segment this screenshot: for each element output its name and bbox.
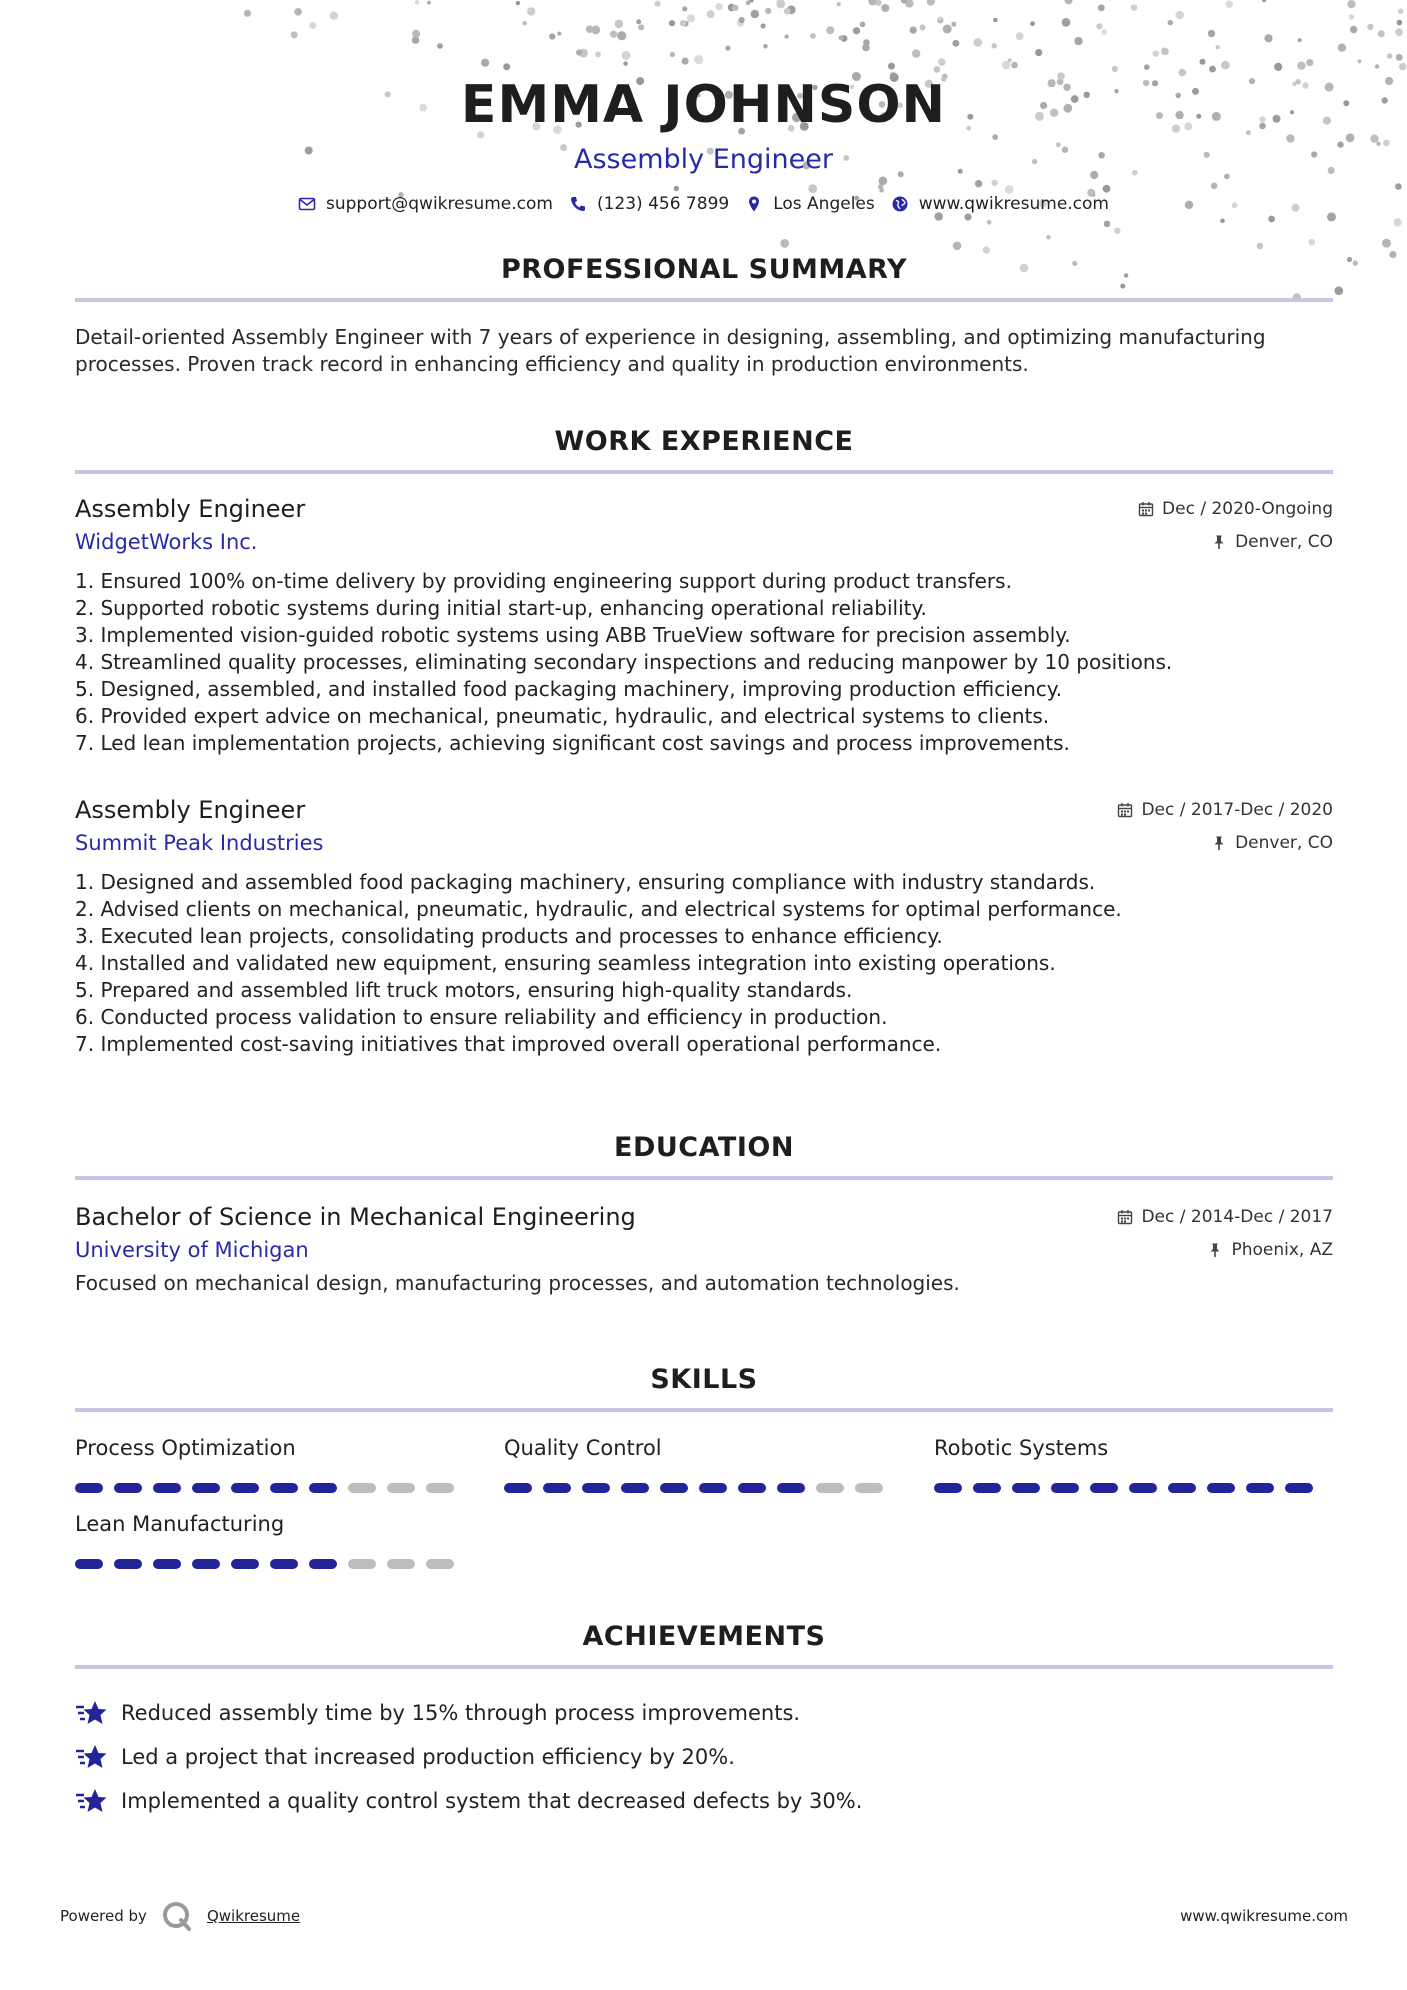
decorative-dot: [1114, 228, 1120, 234]
decorative-dot: [746, 0, 751, 5]
decorative-dot: [1367, 24, 1373, 30]
list-item: 1. Ensured 100% on-time delivery by providing engineering support during product transfers.: [75, 569, 1012, 593]
decorative-dot: [1347, 0, 1355, 8]
decorative-dot: [1334, 286, 1343, 295]
skill-segment: [777, 1483, 805, 1493]
skill-segment: [231, 1559, 259, 1569]
decorative-dot: [1257, 243, 1263, 249]
skill-segment: [1246, 1483, 1274, 1493]
skill-segment: [153, 1483, 181, 1493]
summary-text: Detail-oriented Assembly Engineer with 7 years of experience in designing, assembling, and optimizing manufacturing processes. Proven track record in enhancing efficiency and quality in production environments.: [75, 325, 1266, 376]
achievement-text: Implemented a quality control system that decreased defects by 30%.: [121, 1789, 863, 1813]
skill-segment: [387, 1559, 415, 1569]
decorative-dot: [1096, 23, 1102, 29]
decorative-dot: [655, 1, 661, 7]
list-item: [75, 1779, 1333, 1823]
skill-item: [75, 1433, 455, 1493]
decorative-dot: [1153, 51, 1159, 57]
job-entry: [75, 492, 1333, 757]
decorative-dot: [1397, 20, 1403, 26]
decorative-dot: [1098, 4, 1105, 11]
website-text: www.qwikresume.com: [918, 194, 1109, 214]
decorative-dot: [888, 63, 895, 70]
decorative-dot: [964, 213, 971, 220]
skill-segment: [582, 1483, 610, 1493]
list-item: 1. Designed and assembled food packaging machinery, ensuring compliance with industry standards.: [75, 870, 1096, 894]
skill-level-bar: [934, 1483, 1314, 1493]
decorative-dot: [938, 58, 946, 66]
decorative-dot: [725, 46, 730, 51]
decorative-dot: [1035, 49, 1042, 56]
company-name: Summit Peak Industries: [75, 831, 324, 855]
decorative-dot: [244, 10, 251, 17]
skill-segment: [660, 1483, 688, 1493]
decorative-dot: [576, 49, 582, 55]
decorative-dot: [1046, 235, 1051, 240]
job-title: Assembly Engineer: [75, 796, 306, 824]
decorative-dot: [427, 1, 431, 5]
star-icon: [75, 1787, 107, 1815]
job-location-text: Denver, CO: [1235, 532, 1333, 552]
decorative-dot: [516, 1, 520, 5]
decorative-dot: [1309, 239, 1316, 246]
job-location-text: Denver, CO: [1235, 833, 1333, 853]
decorative-dot: [1349, 14, 1354, 19]
education-location: [1207, 1240, 1333, 1260]
qwikresume-logo-icon: [161, 1900, 193, 1932]
skill-name: Robotic Systems: [934, 1436, 1109, 1460]
job-dates: [1138, 499, 1333, 519]
decorative-dot: [527, 7, 535, 15]
phone-text: (123) 456 7899: [596, 194, 730, 214]
skill-segment: [855, 1483, 883, 1493]
decorative-dot: [1220, 219, 1225, 224]
envelope-icon: [298, 195, 316, 213]
list-item: 5. Prepared and assembled lift truck motors, ensuring high-quality standards.: [75, 978, 853, 1002]
decorative-dot: [1297, 61, 1305, 69]
skill-segment: [1090, 1483, 1118, 1493]
decorative-dot: [1168, 20, 1173, 25]
achievement-text: Led a project that increased production efficiency by 20%.: [121, 1745, 735, 1769]
skill-segment: [738, 1483, 766, 1493]
decorative-dot: [1262, 0, 1266, 2]
skill-segment: [699, 1483, 727, 1493]
decorative-dot: [1062, 18, 1071, 27]
list-item: 2. Supported robotic systems during initial start-up, enhancing operational reliability.: [75, 596, 927, 620]
powered-by: [60, 1900, 300, 1932]
education-description: Focused on mechanical design, manufacturing processes, and automation technologies.: [75, 1271, 960, 1295]
decorative-dot: [638, 24, 644, 30]
decorative-dot: [1382, 239, 1391, 248]
candidate-role: Assembly Engineer: [574, 144, 833, 175]
decorative-dot: [910, 27, 917, 34]
decorative-dot: [1208, 30, 1215, 37]
decorative-dot: [876, 0, 882, 6]
decorative-dot: [1030, 21, 1035, 26]
calendar-icon: [1138, 501, 1154, 517]
skill-segment: [192, 1483, 220, 1493]
skill-segment: [1168, 1483, 1196, 1493]
education-location-text: Phoenix, AZ: [1231, 1240, 1333, 1260]
decorative-dot: [623, 61, 628, 66]
decorative-dot: [670, 52, 675, 57]
list-item: 5. Designed, assembled, and installed food packaging machinery, improving production efficiency.: [75, 677, 1063, 701]
education-dates: [1117, 1207, 1333, 1227]
decorative-dot: [987, 220, 992, 225]
decorative-dot: [610, 31, 617, 38]
work-section-header: [75, 422, 1333, 474]
decorative-dot: [784, 8, 791, 15]
contact-email[interactable]: [298, 194, 553, 214]
decorative-dot: [1216, 45, 1220, 49]
skill-segment: [426, 1483, 454, 1493]
skill-segment: [348, 1483, 376, 1493]
decorative-dot: [1378, 30, 1385, 37]
star-icon: [75, 1743, 107, 1771]
skill-segment: [621, 1483, 649, 1493]
decorative-dot: [837, 2, 841, 6]
skill-name: Lean Manufacturing: [75, 1512, 285, 1536]
decorative-dot: [294, 8, 302, 16]
decorative-dot: [522, 21, 527, 26]
skill-segment: [270, 1483, 298, 1493]
decorative-dot: [732, 5, 739, 12]
education-dates-text: Dec / 2014-Dec / 2017: [1141, 1207, 1333, 1227]
skill-segment: [426, 1559, 454, 1569]
skill-name: Process Optimization: [75, 1436, 296, 1460]
list-item: 3. Executed lean projects, consolidating products and processes to enhance efficiency.: [75, 924, 943, 948]
section-divider: [75, 470, 1333, 474]
decorative-dot: [939, 16, 943, 20]
section-title-summary: PROFESSIONAL SUMMARY: [500, 254, 908, 285]
decorative-dot: [1221, 61, 1230, 70]
decorative-dot: [920, 25, 926, 31]
decorative-dot: [1016, 32, 1024, 40]
skill-item: [934, 1433, 1314, 1493]
page-footer: [60, 1900, 1348, 1932]
decorative-dot: [1002, 61, 1011, 70]
section-divider: [75, 298, 1333, 302]
decorative-dot: [415, 0, 419, 4]
decorative-dot: [780, 239, 789, 248]
skill-segment: [153, 1559, 181, 1569]
decorative-dot: [707, 10, 715, 18]
skill-segment: [270, 1559, 298, 1569]
decorative-dot: [1200, 59, 1206, 65]
decorative-dot: [1338, 44, 1346, 52]
skill-segment: [114, 1559, 142, 1569]
email-text: support@qwikresume.com: [326, 194, 553, 214]
decorative-dot: [622, 51, 631, 60]
decorative-dot: [680, 20, 686, 26]
job-dates: [1117, 800, 1333, 820]
pushpin-icon: [1211, 534, 1227, 550]
skills-section-header: [75, 1360, 1333, 1412]
section-title-skills: SKILLS: [650, 1364, 758, 1395]
skill-segment: [934, 1483, 962, 1493]
decorative-dot: [1396, 54, 1403, 61]
decorative-dot: [1395, 28, 1403, 36]
job-dates-text: Dec / 2017-Dec / 2020: [1141, 800, 1333, 820]
resume-header: [0, 70, 1407, 214]
decorative-dot: [1375, 64, 1379, 68]
skill-segment: [231, 1483, 259, 1493]
decorative-dot: [595, 52, 601, 58]
decorative-dot: [1350, 26, 1357, 33]
decorative-dot: [826, 26, 834, 34]
skill-segment: [114, 1483, 142, 1493]
achievements-section: [75, 1617, 1333, 1823]
decorative-dot: [765, 8, 771, 14]
section-divider: [75, 1665, 1333, 1669]
skill-segment: [816, 1483, 844, 1493]
skill-segment: [75, 1483, 103, 1493]
decorative-dot: [481, 59, 489, 67]
section-title-education: EDUCATION: [614, 1132, 794, 1163]
decorative-dot: [1268, 216, 1275, 223]
job-bullets: [75, 568, 1333, 757]
powered-by-label: Powered by: [60, 1907, 147, 1925]
decorative-dot: [943, 25, 952, 34]
list-item: 4. Installed and validated new equipment, ensuring seamless integration into existing operations.: [75, 951, 1056, 975]
skill-level-bar: [75, 1559, 455, 1569]
list-item: 7. Implemented cost-saving initiatives that improved overall operational performance.: [75, 1032, 942, 1056]
decorative-dot: [669, 20, 675, 26]
contact-website[interactable]: [891, 194, 1109, 214]
job-bullets: [75, 869, 1333, 1058]
decorative-dot: [1104, 221, 1111, 228]
decorative-dot: [617, 31, 626, 40]
skill-segment: [348, 1559, 376, 1569]
skill-segment: [504, 1483, 532, 1493]
skill-segment: [192, 1559, 220, 1569]
job-title: Assembly Engineer: [75, 495, 306, 523]
skill-segment: [309, 1559, 337, 1569]
decorative-dot: [694, 55, 703, 64]
decorative-dot: [1176, 11, 1184, 19]
decorative-dot: [1131, 4, 1138, 11]
decorative-dot: [993, 18, 998, 23]
decorative-dot: [881, 4, 889, 12]
skill-segment: [973, 1483, 1001, 1493]
phone-icon: [569, 195, 587, 213]
decorative-dot: [763, 44, 768, 49]
decorative-dot: [682, 6, 687, 11]
decorative-dot: [1065, 0, 1073, 4]
brand-link[interactable]: Qwikresume: [206, 1907, 301, 1925]
skill-segment: [75, 1559, 103, 1569]
location-text: Los Angeles: [773, 194, 875, 214]
decorative-dot: [1394, 218, 1402, 226]
section-title-achievements: ACHIEVEMENTS: [582, 1621, 826, 1652]
decorative-dot: [1398, 8, 1404, 14]
skill-level-bar: [504, 1483, 884, 1493]
star-icon: [75, 1699, 107, 1727]
decorative-dot: [1011, 62, 1018, 69]
summary-section: [75, 250, 1333, 378]
decorative-dot: [615, 20, 624, 29]
decorative-dot: [1347, 257, 1352, 262]
decorative-dot: [636, 19, 641, 24]
skill-segment: [1129, 1483, 1157, 1493]
candidate-name: EMMA JOHNSON: [460, 75, 947, 135]
decorative-dot: [839, 35, 844, 40]
pushpin-icon: [1207, 1242, 1223, 1258]
decorative-dot: [739, 17, 745, 23]
degree-title: Bachelor of Science in Mechanical Engineering: [75, 1203, 636, 1231]
decorative-dot: [860, 22, 866, 28]
decorative-dot: [549, 33, 555, 39]
achievements-list: [75, 1691, 1333, 1823]
decorative-dot: [715, 3, 722, 10]
decorative-dot: [1389, 251, 1396, 258]
decorative-dot: [1226, 1, 1233, 8]
contact-location: [745, 194, 875, 214]
decorative-dot: [291, 31, 298, 38]
decorative-dot: [330, 12, 338, 20]
pushpin-icon: [1211, 835, 1227, 851]
decorative-dot: [1101, 29, 1107, 35]
decorative-dot: [912, 49, 920, 57]
footer-site-link[interactable]: www.qwikresume.com: [1180, 1907, 1348, 1925]
decorative-dot: [1161, 48, 1169, 56]
skill-segment: [1051, 1483, 1079, 1493]
company-name: WidgetWorks Inc.: [75, 530, 258, 554]
list-item: [75, 1691, 1333, 1735]
decorative-dot: [412, 30, 420, 38]
list-item: 2. Advised clients on mechanical, pneumatic, hydraulic, and electrical systems for optimal performance.: [75, 897, 1122, 921]
decorative-dot: [1298, 38, 1302, 42]
decorative-dot: [785, 34, 789, 38]
decorative-dot: [557, 32, 561, 36]
list-item: [75, 1735, 1333, 1779]
job-location: [1211, 532, 1333, 552]
list-item: 7. Led lean implementation projects, achieving significant cost savings and process improvements.: [75, 731, 1070, 755]
decorative-dot: [927, 0, 935, 6]
list-item: 6. Provided expert advice on mechanical, pneumatic, hydraulic, and electrical systems to clients.: [75, 704, 1050, 728]
decorative-dot: [437, 43, 443, 49]
skill-name: Quality Control: [504, 1436, 662, 1460]
decorative-dot: [1387, 53, 1393, 59]
decorative-dot: [309, 22, 316, 29]
skill-item: [75, 1509, 455, 1569]
skill-segment: [1207, 1483, 1235, 1493]
skill-segment: [543, 1483, 571, 1493]
decorative-dot: [1358, 59, 1362, 63]
decorative-dot: [992, 43, 997, 48]
decorative-dot: [862, 44, 870, 52]
decorative-dot: [1264, 34, 1272, 42]
decorative-dot: [751, 10, 760, 19]
education-section-header: [75, 1128, 1333, 1180]
section-divider: [75, 1408, 1333, 1412]
decorative-dot: [810, 33, 816, 39]
decorative-dot: [682, 58, 689, 65]
decorative-dot: [974, 38, 983, 47]
section-divider: [75, 1176, 1333, 1180]
decorative-dot: [951, 22, 956, 27]
job-dates-text: Dec / 2020-Ongoing: [1162, 499, 1333, 519]
calendar-icon: [1117, 802, 1133, 818]
decorative-dot: [761, 23, 766, 28]
job-entry: [75, 793, 1333, 1058]
skill-segment: [1285, 1483, 1313, 1493]
section-title-work: WORK EXPERIENCE: [554, 426, 854, 457]
contact-bar: [0, 194, 1407, 214]
skill-segment: [1012, 1483, 1040, 1493]
decorative-dot: [853, 27, 860, 34]
list-item: 6. Conducted process validation to ensure reliability and efficiency in production.: [75, 1005, 888, 1029]
decorative-dot: [687, 14, 695, 22]
list-item: 4. Streamlined quality processes, eliminating secondary inspections and reducing manpower by 10 positions.: [75, 650, 1173, 674]
school-name: University of Michigan: [75, 1238, 309, 1262]
decorative-dot: [586, 25, 594, 33]
decorative-dot: [1353, 260, 1358, 265]
decorative-dot: [1306, 59, 1313, 66]
skill-level-bar: [75, 1483, 455, 1493]
decorative-dot: [1074, 37, 1082, 45]
decorative-dot: [777, 0, 786, 8]
decorative-dot: [952, 40, 959, 47]
decorative-dot: [953, 242, 962, 251]
skill-item: [504, 1433, 884, 1493]
education-entry: [75, 1200, 1333, 1297]
calendar-icon: [1117, 1209, 1133, 1225]
contact-phone[interactable]: [569, 194, 729, 214]
skill-segment: [309, 1483, 337, 1493]
globe-icon: [891, 195, 909, 213]
job-location: [1211, 833, 1333, 853]
skill-segment: [387, 1483, 415, 1493]
achievement-text: Reduced assembly time by 15% through process improvements.: [121, 1701, 801, 1725]
list-item: 3. Implemented vision-guided robotic systems using ABB TrueView software for precision assembly.: [75, 623, 1071, 647]
map-pin-icon: [745, 195, 763, 213]
